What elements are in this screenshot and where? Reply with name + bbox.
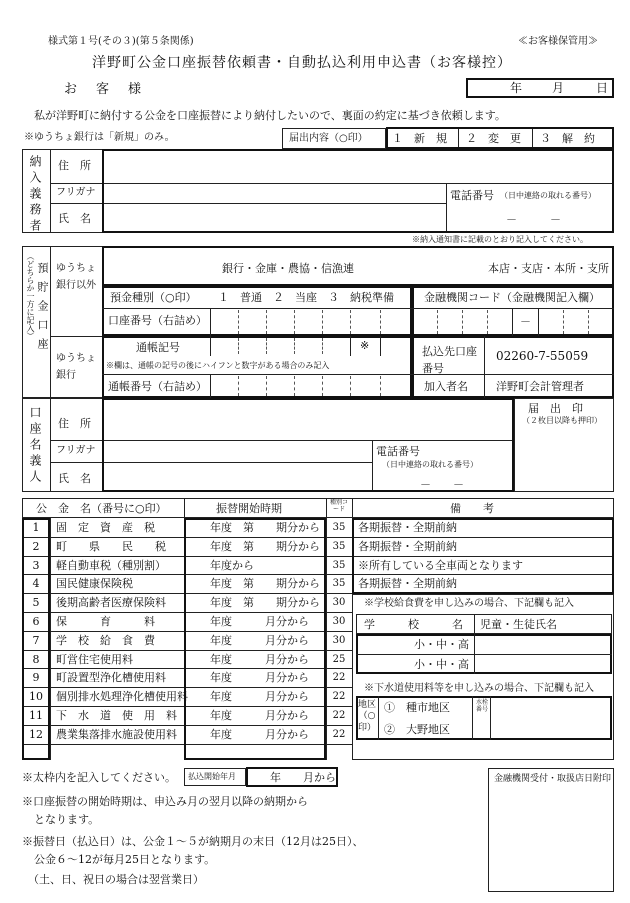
remarks-frame	[352, 518, 614, 594]
row-type-code: 35	[332, 522, 346, 533]
payer-footnote: ※納入通知書に記載のとおり記入してください。	[412, 235, 588, 244]
holder-furigana-label: フリガナ	[56, 445, 96, 456]
account-number-input[interactable]	[212, 310, 410, 334]
school-name-label: 学 校 名	[364, 618, 463, 631]
row-fee-name: 下 水 道 使 用 料	[56, 709, 177, 722]
todoke-change[interactable]: ２ 変 更	[466, 132, 521, 145]
payer-phone-input[interactable]: － －	[506, 213, 561, 226]
row-remark: ※所有している全車両となります	[358, 558, 523, 572]
footer-note-3a: ※振替日（払込日）は、公金１～５が納期月の末日（12月は25日）、	[22, 835, 364, 848]
member-name: 洋野町会計管理者	[496, 380, 584, 393]
row-type-code: 35	[332, 559, 346, 571]
row-remark: 各期振替・全期前納	[358, 539, 457, 553]
payer-name-label: 氏 名	[58, 212, 91, 225]
yucho-kome-note: ※欄は、通帳の記号の後にハイフンと数字がある場合のみ記入	[106, 361, 330, 370]
row-fee-name: 農業集落排水施設使用料	[56, 727, 177, 741]
branch-types[interactable]: 本店・支店・本所・支所	[488, 262, 609, 275]
bank-stamp-box[interactable]	[488, 768, 614, 892]
deposit-section-label: 預貯金口座	[36, 262, 49, 357]
holder-name-input[interactable]	[104, 464, 370, 490]
start-frame	[184, 518, 326, 760]
area-label: 地区（○印）	[357, 700, 376, 733]
page-title: 洋野町公金口座振替依頼書・自動払込利用申込書（お客様控）	[92, 55, 512, 71]
payer-phone-note: （日中連絡の取れる番号）	[500, 191, 596, 200]
deposit-kind-label: 預金種別（○印）	[110, 291, 197, 304]
fi-code-input[interactable]	[414, 310, 612, 334]
holder-furigana-input[interactable]	[104, 442, 370, 461]
row-start-period[interactable]: 年度 第 期分から	[210, 539, 320, 553]
seal-area[interactable]	[516, 430, 612, 490]
payer-section-label: 納入義務者	[28, 155, 42, 235]
col-code-header: 種別コード	[329, 499, 348, 513]
sewer-note: ※下水道使用料等を申し込みの場合、下記欄も記入	[364, 683, 594, 694]
row-number[interactable]: 4	[32, 577, 40, 591]
bank-stamp-label: 金融機関受付・取扱店日附印	[494, 774, 612, 784]
payee-number: 02260-7-55059	[496, 349, 589, 363]
payer-furigana-input[interactable]	[104, 185, 444, 202]
payer-address-label: 住 所	[58, 159, 91, 172]
footer-note-2a: ※口座振替の開始時期は、申込み月の翌月以降の納期から	[22, 795, 308, 808]
holder-phone-input[interactable]: － －	[420, 478, 464, 491]
row-type-code: 22	[332, 672, 346, 684]
bank-other-label: ゆうちょ銀行以外	[56, 263, 96, 291]
row-start-period[interactable]: 年度 第 期分から	[210, 577, 320, 591]
child-name-input-1[interactable]	[476, 636, 610, 653]
row-start-period[interactable]: 年度 第 期分から	[210, 596, 320, 610]
row-fee-name: 学 校 給 食 費	[56, 633, 155, 647]
payer-address-input[interactable]	[104, 151, 612, 182]
date-day: 日	[596, 81, 609, 95]
row-fee-name: 国民健康保険税	[56, 577, 133, 591]
payer-furigana-label: フリガナ	[56, 187, 96, 198]
col-name-header: 公 金 名（番号に○印）	[36, 502, 167, 515]
col-start-header: 振替開始時期	[216, 502, 282, 515]
customer-label: お 客 様	[64, 82, 145, 97]
holder-phone-note: （日中連絡の取れる番号）	[382, 460, 478, 469]
row-fee-name: 町 県 民 税	[56, 539, 166, 553]
start-month-value: 年 月から	[270, 771, 336, 784]
kome-mark: ※	[360, 339, 370, 352]
row-fee-name: 保 育 料	[56, 615, 155, 628]
suisen-label: 水栓番号	[475, 699, 488, 713]
holder-phone-label: 電話番号	[376, 445, 420, 458]
row-number[interactable]: 10	[29, 690, 43, 704]
intro-text: 私が洋野町に納付する公金を口座振替により納付したいので、裏面の約定に基づき依頼します。	[34, 109, 506, 122]
area-ono[interactable]: ② 大野地区	[384, 723, 450, 736]
date-year: 年	[510, 81, 523, 95]
school-level-1[interactable]: 小・中・高	[414, 638, 469, 651]
row-number[interactable]: 12	[29, 727, 43, 741]
table-column-line	[326, 518, 327, 760]
row-remark: 各期振替・全期前納	[358, 577, 457, 591]
number-frame	[22, 518, 50, 760]
date-month: 月	[552, 81, 565, 95]
date-box[interactable]	[466, 78, 614, 98]
child-name-input-2[interactable]	[476, 656, 610, 673]
holder-section-label: 口座名義人	[28, 406, 42, 486]
row-start-period[interactable]: 年度 月分から	[210, 671, 309, 685]
row-type-code: 22	[332, 728, 346, 740]
payer-name-input[interactable]	[104, 205, 444, 231]
row-type-code: 35	[332, 540, 346, 552]
row-fee-name: 固 定 資 産 税	[56, 521, 155, 534]
bank-types[interactable]: 銀行・金庫・農協・信漁連	[222, 262, 354, 275]
footer-note-1: ※太枠内を記入してください。	[22, 771, 176, 784]
footer-note-3c: （土、日、祝日の場合は翌営業日）	[28, 873, 204, 886]
row-type-code: 22	[332, 710, 346, 721]
row-fee-name: 個別排水処理浄化槽使用料	[56, 690, 188, 704]
fi-code-dash: －	[520, 315, 531, 328]
row-start-period[interactable]: 年度 月分から	[210, 652, 309, 666]
todoke-new[interactable]: １ 新 規	[392, 132, 447, 145]
row-number[interactable]: 3	[32, 558, 40, 572]
row-start-period[interactable]: 年度 第 期分から	[210, 521, 320, 534]
row-remark: 各期振替・全期前納	[358, 521, 457, 534]
row-number[interactable]: 6	[32, 615, 40, 628]
copy-label: ≪お客様保管用≫	[518, 36, 598, 47]
seal-label: 届 出 印	[528, 402, 583, 415]
holder-name-label: 氏 名	[58, 472, 91, 485]
row-number[interactable]: 2	[32, 539, 40, 553]
start-month-label: 払込開始年月	[188, 772, 236, 781]
row-number[interactable]: 5	[32, 596, 40, 610]
suisen-input[interactable]	[492, 698, 610, 738]
holder-address-input[interactable]	[104, 400, 512, 439]
area-tanesichi[interactable]: ① 種市地区	[384, 701, 450, 714]
fi-code-label: 金融機関コード（金融機関記入欄）	[424, 291, 600, 304]
row-type-code: 30	[332, 634, 346, 646]
school-note: ※学校給食費を申し込みの場合、下記欄も記入	[364, 598, 574, 609]
holder-address-label: 住 所	[58, 417, 91, 430]
deposit-side-note: （どちらか一方に記入）	[26, 252, 35, 340]
row-type-code: 30	[332, 616, 346, 627]
row-fee-name: 後期高齢者医療保険料	[56, 596, 166, 610]
col-remarks-header: 備 考	[450, 502, 494, 515]
row-number[interactable]: 11	[29, 709, 43, 722]
todoke-cancel[interactable]: ３ 解 約	[540, 132, 595, 145]
tsucho-number-input[interactable]	[212, 376, 410, 396]
row-type-code: 30	[332, 597, 346, 609]
yucho-bank-label: ゆうちょ銀行	[56, 353, 96, 381]
todoke-label: 届出内容（○印）	[289, 133, 368, 144]
row-number[interactable]: 9	[32, 671, 40, 685]
row-start-period[interactable]: 年度 月分から	[210, 615, 309, 628]
table-column-line	[50, 518, 51, 760]
row-type-code: 35	[332, 578, 346, 590]
row-type-code: 25	[332, 653, 346, 665]
row-start-period[interactable]: 年度 月分から	[210, 633, 309, 647]
row-fee-name: 町営住宅使用料	[56, 652, 133, 666]
row-fee-name: 町設置型浄化槽使用料	[56, 671, 166, 685]
row-number[interactable]: 7	[32, 633, 40, 647]
yucho-note: ※ゆうちょ銀行は「新規」のみ。	[24, 132, 175, 143]
seal-note: （２枚目以降も押印）	[522, 416, 602, 425]
form-number: 様式第１号(その３)(第５条関係)	[48, 36, 194, 47]
school-level-2[interactable]: 小・中・高	[414, 658, 469, 671]
payer-phone-label: 電話番号	[450, 189, 494, 202]
footer-note-3b: 公金６～12が毎月25日となります。	[34, 853, 216, 866]
footer-note-2b: となります。	[34, 813, 100, 826]
member-label: 加入者名	[424, 380, 468, 393]
child-name-label: 児童・生徒氏名	[480, 618, 557, 631]
deposit-kind-options[interactable]: １ 普通 ２ 当座 ３ 納税準備	[218, 291, 394, 304]
row-start-period[interactable]: 年度 月分から	[210, 727, 309, 741]
tsucho-number-label: 通帳番号（右詰め）	[108, 380, 207, 393]
row-type-code: 22	[332, 691, 346, 703]
row-fee-name: 軽自動車税（種別割）	[56, 558, 166, 572]
account-number-label: 口座番号（右詰め）	[108, 314, 207, 327]
row-number[interactable]: 8	[32, 652, 40, 666]
tsucho-kigo-input[interactable]	[212, 338, 348, 354]
row-start-period[interactable]: 年度 月分から	[210, 709, 309, 722]
payee-label: 払込先口座番号	[422, 345, 477, 375]
tsucho-kigo-label: 通帳記号	[136, 341, 180, 354]
row-start-period[interactable]: 年度 月分から	[210, 690, 309, 704]
row-start-period[interactable]: 年度から	[210, 558, 254, 572]
row-number[interactable]: 1	[32, 521, 40, 534]
